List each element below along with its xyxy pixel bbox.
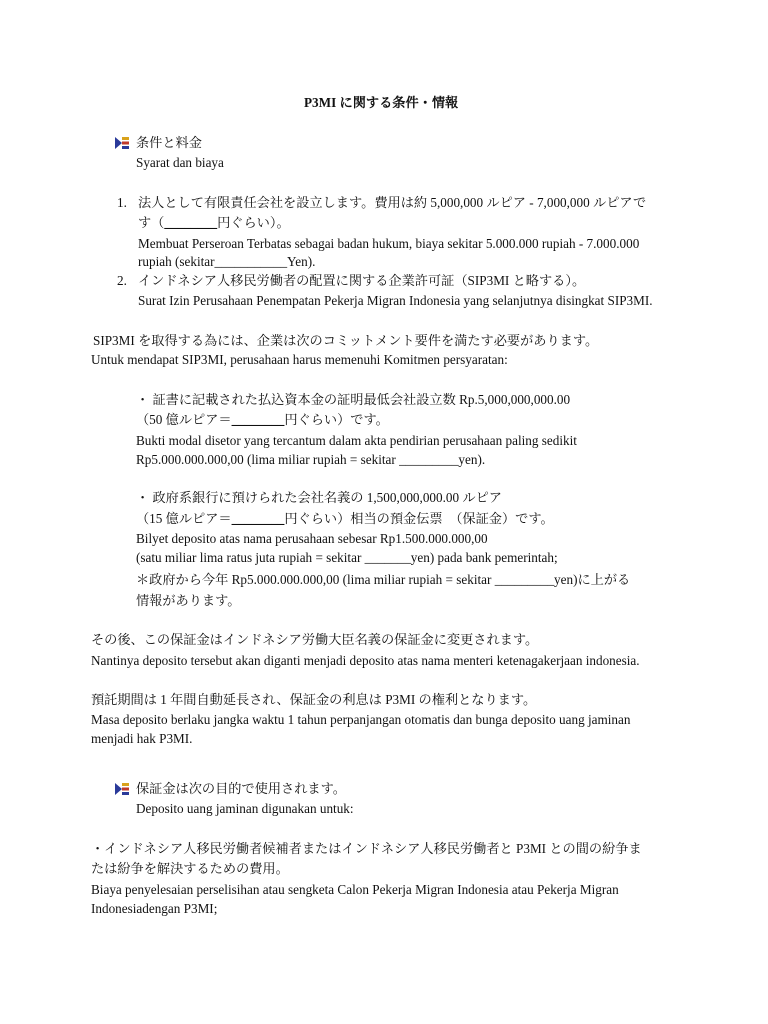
page-title: P3MI に関する条件・情報 — [304, 95, 459, 110]
section-heading-id: Syarat dan biaya — [136, 155, 224, 170]
later-jp: その後、この保証金はインドネシア労働大臣名義の保証金に変更されます。 — [91, 632, 539, 647]
item1-jp-line2: す（________円ぐらい）。 — [138, 215, 290, 230]
period-id-line1: Masa deposito berlaku jangka waktu 1 tahun perpanjangan otomatis dan bunga deposito uang jaminan — [91, 712, 631, 727]
arrow-bullet-icon — [114, 136, 130, 150]
commitment-jp: SIP3MI を取得する為には、企業は次のコミットメント要件を満たす必要があります。 — [93, 333, 599, 348]
item1-id-line1: Membuat Perseroan Terbatas sebagai badan hukum, biaya sekitar 5.000.000 rupiah - 7.000.000 — [138, 236, 640, 251]
section2-heading-jp: 保証金は次の目的で使用されます。 — [136, 781, 346, 796]
dispute-jp-line1: ・インドネシア人移民労働者候補者またはインドネシア人移民労働者と P3MI との間の紛争ま — [91, 841, 642, 856]
item1-id-line2: rupiah (sekitar___________Yen). — [138, 254, 316, 269]
capital-id-line2: Rp5.000.000.000,00 (lima miliar rupiah = sekitar _________yen). — [136, 452, 486, 467]
deposit-note-line2: 情報があります。 — [136, 593, 241, 608]
commitment-id: Untuk mendapat SIP3MI, perusahaan harus memenuhi Komitmen persyaratan: — [91, 352, 508, 367]
capital-jp-line2: （50 億ルピア＝________円ぐらい）です。 — [136, 412, 389, 427]
capital-id-line1: Bukti modal disetor yang tercantum dalam akta pendirian perusahaan paling sedikit — [136, 433, 577, 448]
deposit-id-line1: Bilyet deposito atas nama perusahaan sebesar Rp1.500.000.000,00 — [136, 531, 488, 546]
dispute-jp-line2: たは紛争を解決するための費用。 — [91, 861, 289, 876]
dispute-id-line2: Indonesiadengan P3MI; — [91, 901, 218, 916]
capital-jp-line1: ・ 証書に記載された払込資本金の証明最低会社設立数 Rp.5,000,000,000.00 — [136, 392, 571, 407]
list-number: 2. — [117, 273, 127, 288]
item1-jp-line1: 法人として有限責任会社を設立します。費用は約 5,000,000 ルピア - 7,000,000 ルピアで — [138, 195, 647, 210]
deposit-jp-line2: （15 億ルピア＝________円ぐらい）相当の預金伝票 （保証金）です。 — [136, 511, 554, 526]
later-id: Nantinya deposito tersebut akan diganti menjadi deposito atas nama menteri ketenagakerjaan indonesia. — [91, 653, 640, 668]
section2-heading-id: Deposito uang jaminan digunakan untuk: — [136, 801, 354, 816]
arrow-bullet-icon — [114, 782, 130, 796]
period-jp: 預託期間は 1 年間自動延長され、保証金の利息は P3MI の権利となります。 — [91, 692, 537, 707]
period-id-line2: menjadi hak P3MI. — [91, 731, 193, 746]
dispute-id-line1: Biaya penyelesaian perselisihan atau sengketa Calon Pekerja Migran Indonesia atau Pekerja Migran — [91, 882, 619, 897]
deposit-jp-line1: ・ 政府系銀行に預けられた会社名義の 1,500,000,000.00 ルピア — [136, 490, 502, 505]
list-number: 1. — [117, 195, 127, 210]
section-heading-jp: 条件と料金 — [136, 135, 202, 150]
item2-jp-line1: インドネシア人移民労働者の配置に関する企業許可証（SIP3MI と略する）。 — [138, 273, 586, 288]
deposit-id-line2: (satu miliar lima ratus juta rupiah = sekitar _______yen) pada bank pemerintah; — [136, 550, 558, 565]
deposit-note-line1: ＊政府から今年 Rp5.000.000.000,00 (lima miliar rupiah = sekitar _________yen)に上がる — [136, 572, 631, 587]
item2-id-line1: Surat Izin Perusahaan Penempatan Pekerja Migran Indonesia yang selanjutnya disingkat SIP3MI. — [138, 293, 653, 308]
